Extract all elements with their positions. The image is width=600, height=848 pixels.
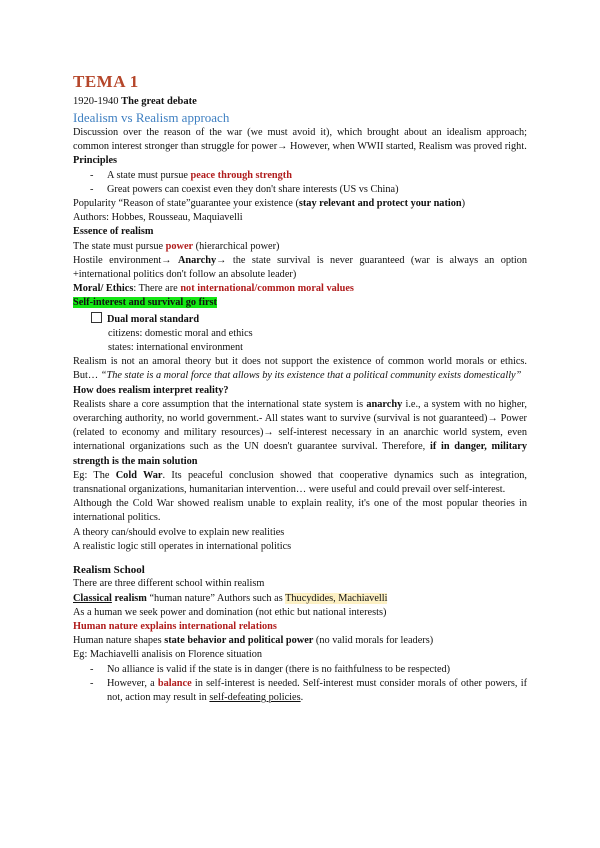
popularity-text: Popularity “Reason of state”guarantee your existence ( <box>73 198 299 210</box>
page-title: TEMA 1 <box>73 72 139 91</box>
subtitle-bold: The great debate <box>121 96 197 107</box>
dual-line-states: states: international environment <box>108 342 243 354</box>
self-interest-highlight: Self-interest and survival go first <box>73 297 217 309</box>
essence-line <box>73 240 527 254</box>
state-quote: “The state is a moral force that allows by its existence that a political community exists domestically” <box>100 370 522 382</box>
cold-war-paragraph <box>73 469 527 497</box>
realism-amoral-paragraph <box>73 355 527 383</box>
cold-war-bold: Cold War <box>115 469 163 481</box>
hostile-post: → the state survival is never guaranteed (war is always an option +international politics don't follow an absolute leader) <box>73 254 528 281</box>
machiavelli-list <box>73 663 527 706</box>
classical-text: “human nature” Authors such as <box>146 592 286 604</box>
how-label: How does realism interpret reality? <box>73 384 229 396</box>
intro-paragraph: Discussion over the reason of the war (we must avoid it), which brought about an idealism approach; common interest stronger than struggle for power→ However, when WWII started, Realism was proved right. <box>73 127 527 153</box>
popularity-close: ) <box>461 198 466 210</box>
self-interest-line <box>73 296 527 310</box>
bullet4-text: However, a <box>107 677 158 689</box>
bullet1-text: A state must pursue <box>107 169 191 181</box>
three-schools-line: There are three different school within realism <box>73 578 265 590</box>
human-nature-red-line: Human nature explains international relations <box>73 620 277 632</box>
principles-list <box>73 169 527 197</box>
section-heading-idealism: Idealism vs Realism approach <box>73 110 230 125</box>
classical-bold: realism <box>111 592 147 604</box>
realists-post: i.e., a system with no higher, overarching authority, no world government.- All states want to survive (survival is not guaranteed)→ Power (related to economy and military resources)→ self-interest necessary in an anarchic world system, even international organizations such as the UN doesn't guarantee survival. Therefore, <box>73 398 527 453</box>
balance-highlight: balance <box>157 677 192 689</box>
subtitle <box>73 94 527 109</box>
authors-line: Authors: Hobbes, Rousseau, Maquiavelli <box>73 212 243 224</box>
realistic-logic-line: A realistic logic still operates in international politics <box>73 540 292 552</box>
shapes-post: (no valid morals for leaders) <box>313 635 434 647</box>
list-item <box>73 169 527 183</box>
shapes-bold: state behavior and political power <box>164 635 314 647</box>
realism-amoral-text: Realism is not an amoral theory but it does not support the existence of common world morals or ethics. But… <box>73 356 527 382</box>
list-item <box>73 677 527 705</box>
essence-highlight: power <box>165 240 194 252</box>
realism-school-heading: Realism School <box>73 564 145 577</box>
moral-text: : There are <box>133 283 181 295</box>
hostile-text: Hostile environment→ <box>73 254 178 266</box>
moral-highlight: not international/common moral values <box>180 283 354 295</box>
bullet4-end: . <box>300 691 304 703</box>
moral-line <box>73 282 527 296</box>
document-content <box>73 70 527 705</box>
realists-conclusion: if in danger, military strength is the main solution <box>73 441 527 467</box>
realists-text: Realists share a core assumption that the international state system is <box>73 398 367 410</box>
bullet1-highlight: peace through strength <box>190 169 292 181</box>
bullet4-mid: in self-interest is needed. Self-interest must consider morals of other powers, if not, action may result in <box>107 677 528 703</box>
principles-label: Principles <box>73 155 118 167</box>
eg-post: . Its peaceful conclusion showed that cooperative dynamics such as integration, transnational organizations, humanitarian intervention… were useful and could prevail over self-interest. <box>73 469 527 496</box>
bullet2-text: Great powers can coexist even they don't share interests (US vs China) <box>107 183 399 195</box>
machiavelli-line: Eg: Machiavelli analisis on Florence situation <box>73 649 263 661</box>
subtitle-years: 1920-1940 <box>73 96 119 107</box>
essence-post: (hierarchical power) <box>193 240 280 252</box>
checkbox-icon <box>91 312 102 323</box>
popularity-bold: stay relevant and protect your nation <box>298 198 462 210</box>
dual-moral-label: Dual moral standard <box>107 313 200 325</box>
classical-underlined: Classical <box>73 592 112 604</box>
dual-moral-item <box>73 312 527 327</box>
list-item <box>73 183 527 197</box>
although-paragraph: Although the Cold War showed realism unable to explain reality, it's one of the most popular theories in international politics. <box>73 498 527 524</box>
bullet3-text: No alliance is valid if the state is in danger (there is no faithfulness to be respected) <box>107 663 451 675</box>
shapes-line <box>73 634 527 648</box>
theory-evolve-line: A theory can/should evolve to explain new realities <box>73 526 285 538</box>
essence-label: Essence of realism <box>73 226 154 238</box>
hostile-bold: Anarchy <box>177 254 217 266</box>
shapes-text: Human nature shapes <box>73 635 165 647</box>
list-item <box>73 663 527 677</box>
popularity-line <box>73 197 527 211</box>
moral-bold: Moral/ Ethics <box>73 283 134 295</box>
hostile-line <box>73 254 527 282</box>
self-defeating-underlined: self-defeating policies <box>209 691 301 703</box>
classical-line <box>73 592 527 606</box>
essence-text: The state must pursue <box>73 240 166 252</box>
realists-paragraph <box>73 398 527 469</box>
eg-text: Eg: The <box>73 469 116 481</box>
as-human-line: As a human we seek power and domination (not ethic but national interests) <box>73 606 387 618</box>
dual-line-citizens: citizens: domestic moral and ethics <box>108 327 253 339</box>
realists-anarchy: anarchy <box>366 398 403 410</box>
classical-authors-highlight: Thucydides, Machiavelli <box>285 592 388 604</box>
